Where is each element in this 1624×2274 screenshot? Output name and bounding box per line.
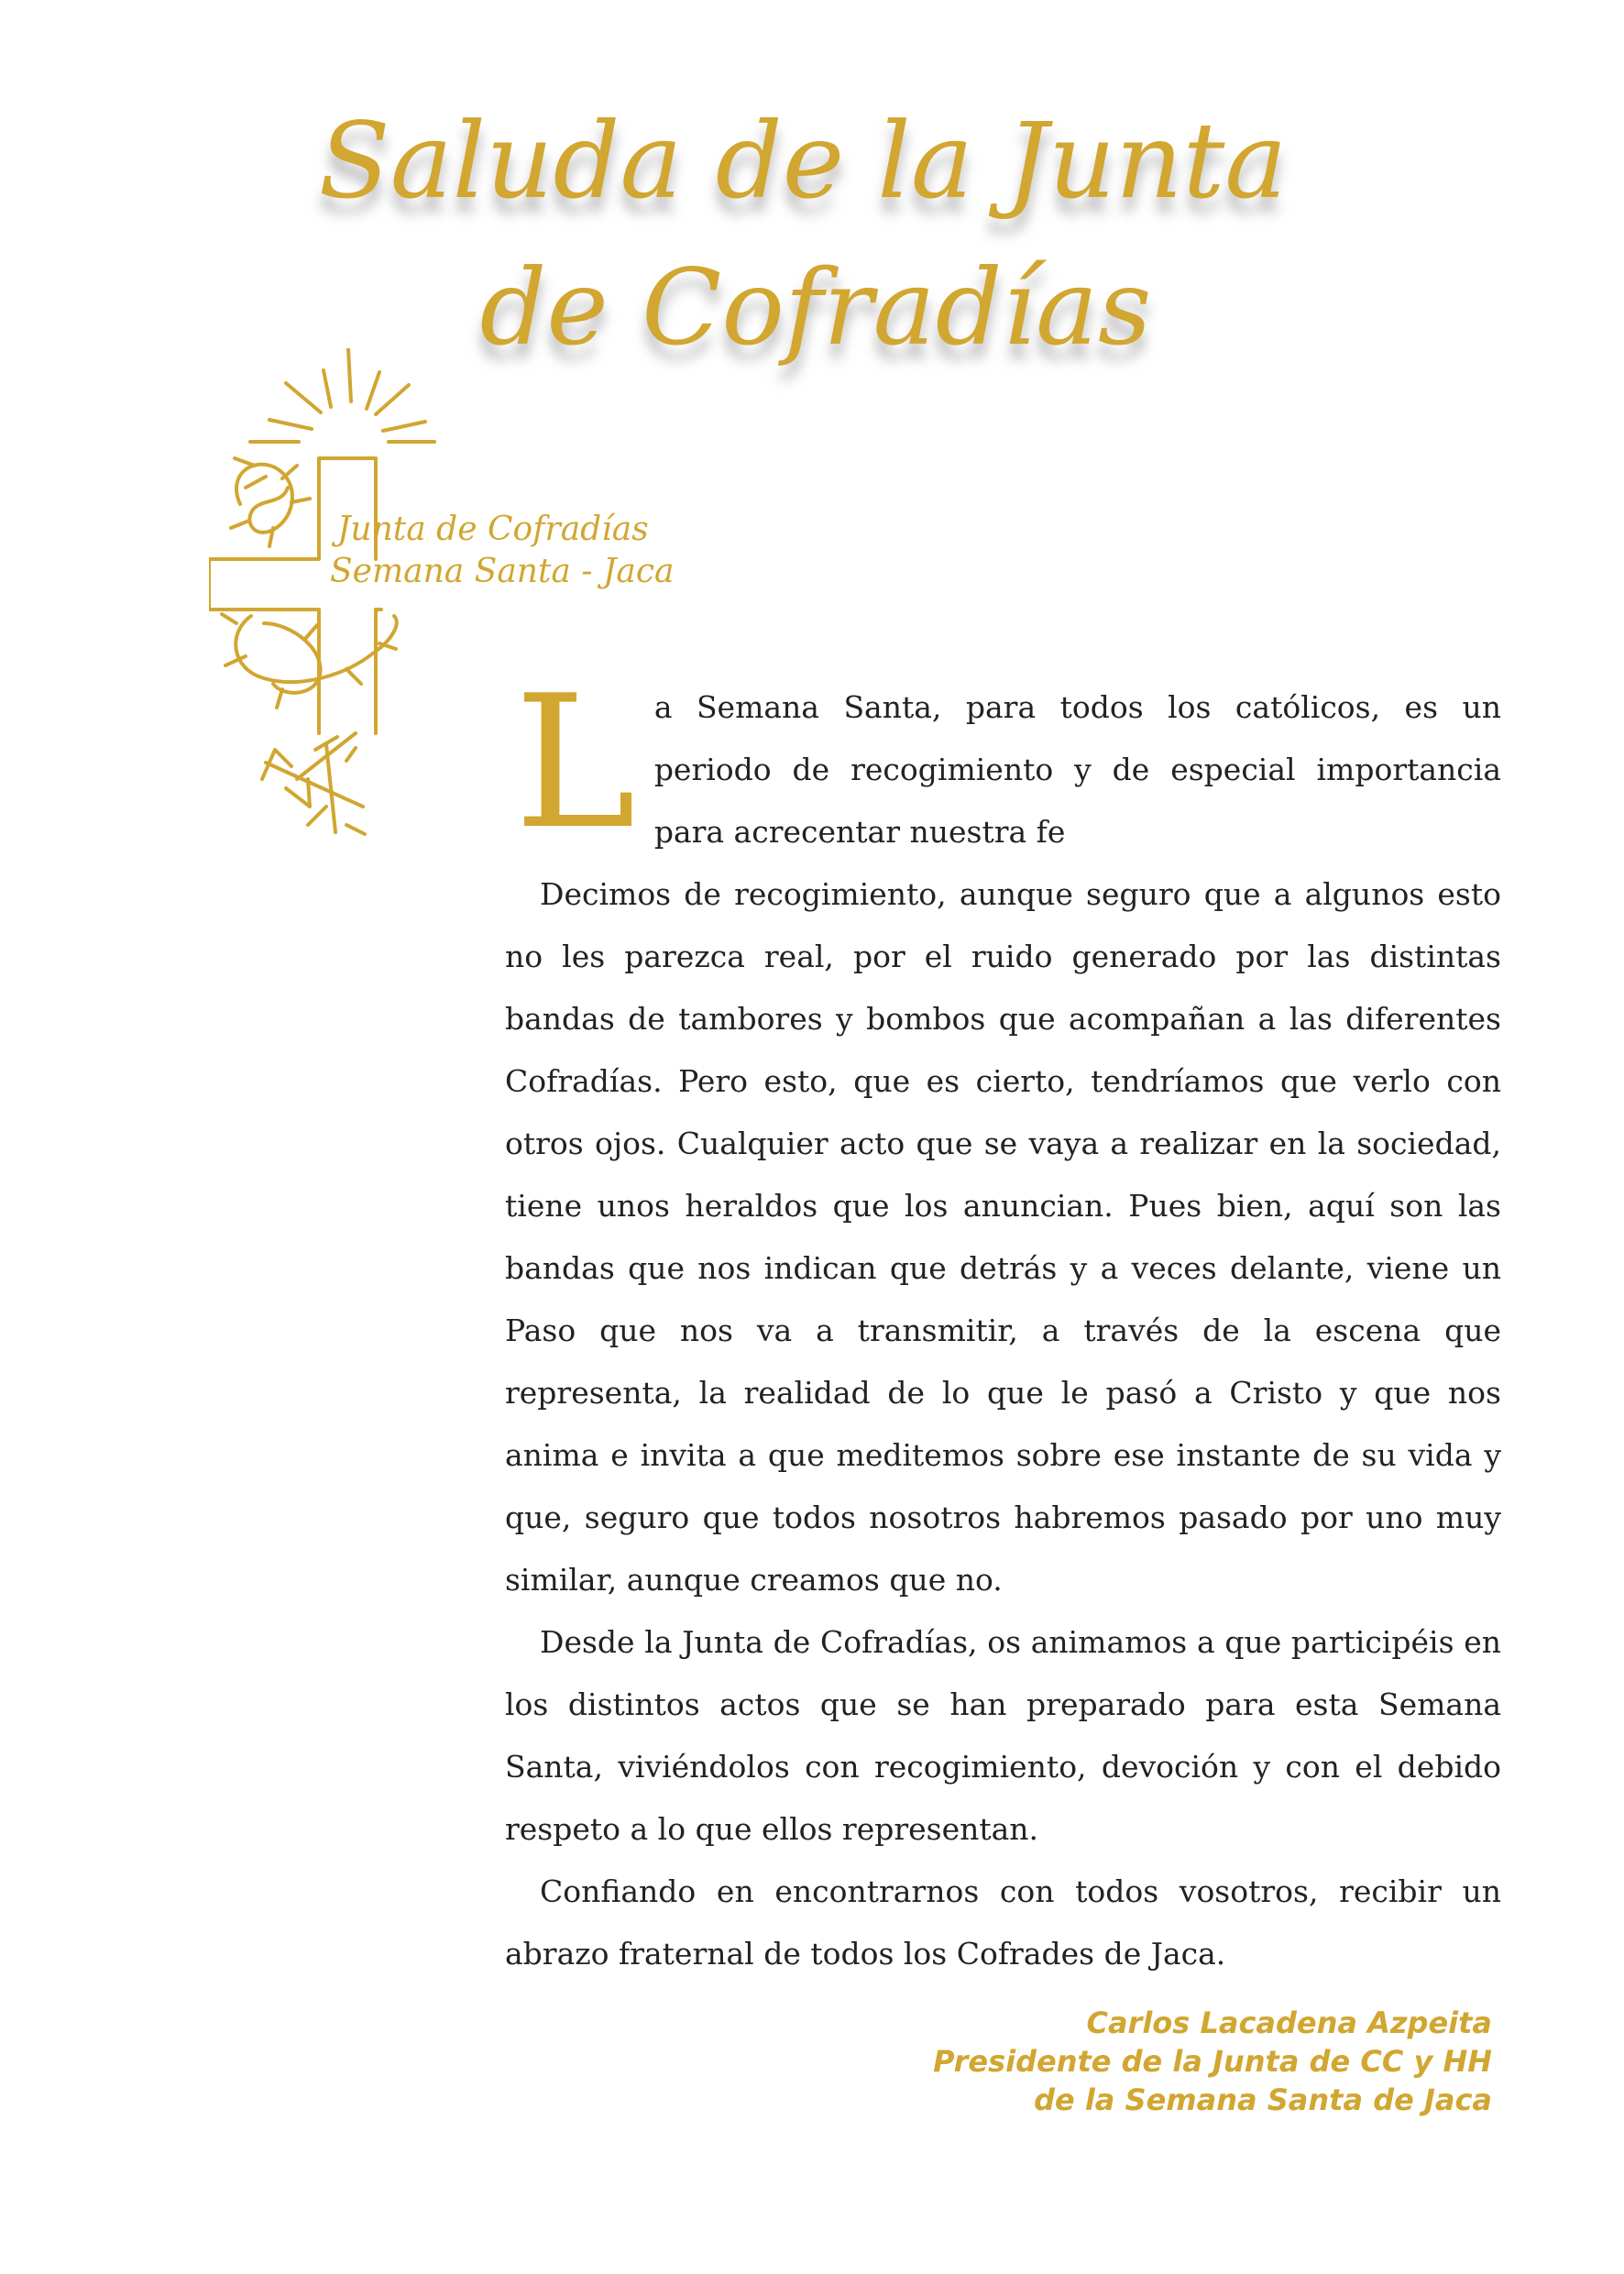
title-line-1: Saluda de la Junta (318, 100, 1288, 222)
paragraph-1 (505, 656, 1501, 870)
paragraph-2: Decimos de recogimiento, aunque seguro que a algunos esto no les parezca real, por el ruido generado por las distintas bandas de tambores y bombos que acompañan a las diferentes Cofradías. Pero esto, que es cierto, tendríamos que verlo con otros ojos. Cualquier acto que se vaya a realizar en la sociedad, tiene unos heraldos que los anuncian. Pues bien, aquí son las bandas que nos indican que detrás y a veces delante, viene un Paso que nos va a transmitir, a través de la escena que representa, la realidad de lo que le pasó a Cristo y que nos anima e invita a que meditemos sobre ese instante de su vida y que, seguro que todos nosotros habremos pasado por uno muy similar, aunque creamos que no. (505, 876, 1501, 1598)
signature-name: Carlos Lacadena Azpeita (1086, 2005, 1492, 2040)
paragraph-1-text: a Semana Santa, para todos los católicos, es un periodo de recogimiento y de especial importancia para acrecentar nuestra fe (653, 689, 1501, 850)
logo-text-line-2: Semana Santa - Jaca (330, 553, 675, 590)
drop-cap: L (514, 656, 636, 870)
letter-body (505, 656, 1501, 1985)
page-title (0, 88, 1624, 381)
logo-text-line-1: Junta de Cofradías (337, 511, 649, 548)
title-line-2: de Cofradías (479, 247, 1152, 368)
paragraph-4: Confiando en encontrarnos con todos vosotros, recibir un abrazo fraternal de todos los Cofrades de Jaca. (505, 1873, 1501, 1972)
signature-organization: de la Semana Santa de Jaca (1034, 2082, 1492, 2117)
paragraph-3: Desde la Junta de Cofradías, os animamos a que participéis en los distintos actos que se han preparado para esta Semana Santa, viviéndolos con recogimiento, devoción y con el debido respeto a lo que ellos representan. (505, 1624, 1501, 1847)
signature-block (933, 2004, 1492, 2119)
signature-role: Presidente de la Junta de CC y HH (933, 2044, 1492, 2079)
